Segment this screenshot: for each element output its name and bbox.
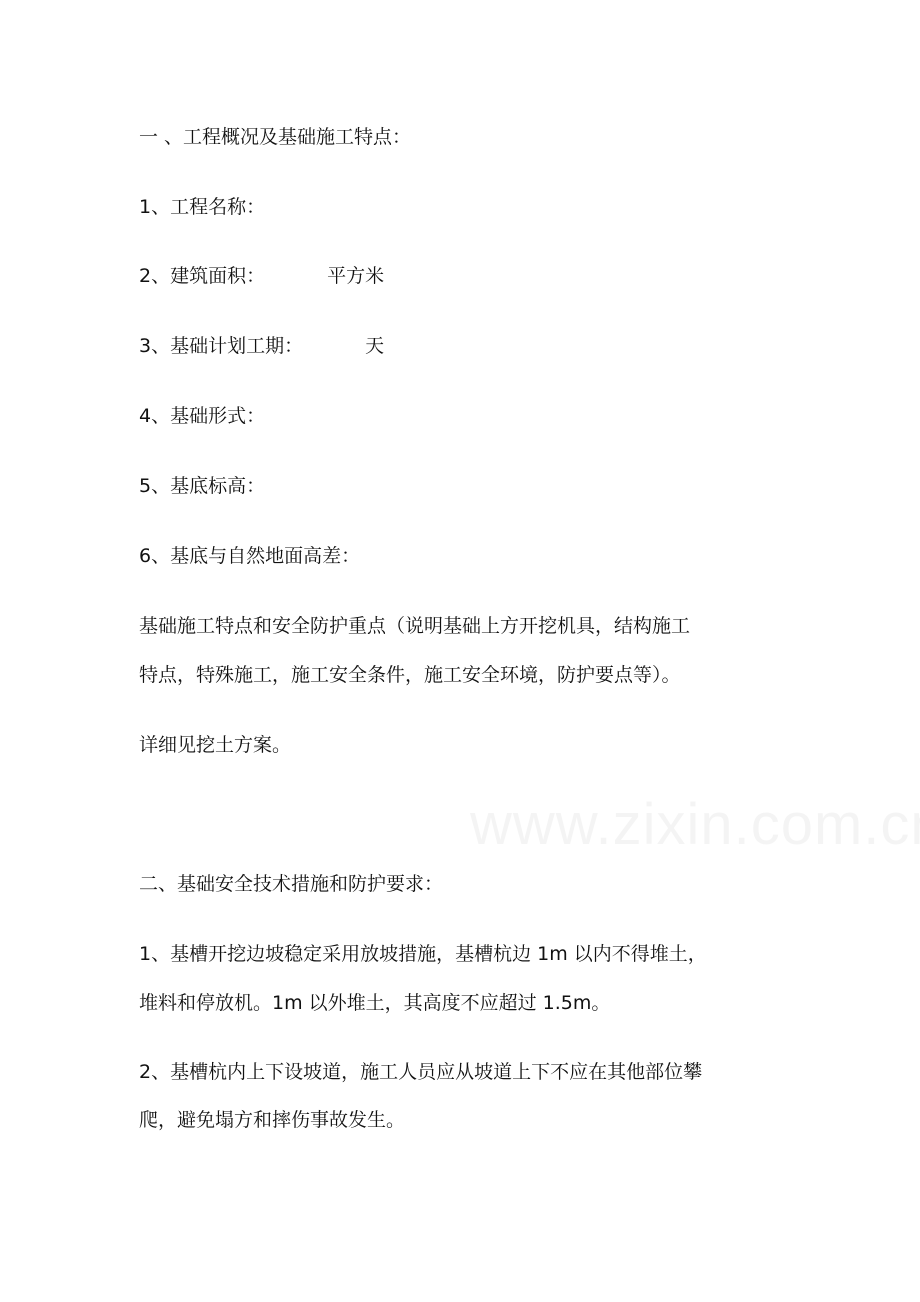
measure-1-line-1: 1、基槽开挖边坡稳定采用放坡措施，基槽杭边 1m 以内不得堆土， <box>139 943 707 965</box>
paragraph-line-2: 特点，特殊施工，施工安全条件，施工安全环境，防护要点等）。 <box>139 664 681 686</box>
watermark <box>470 790 920 860</box>
section2-heading: 二、基础安全技术措施和防护要求： <box>139 873 444 895</box>
paragraph-line-1: 基础施工特点和安全防护重点（说明基础上方开挖机具，结构施工 <box>139 615 691 637</box>
item-label: 6、基底与自然地面高差： <box>139 545 361 567</box>
measure-1-line-2: 堆料和停放机。1m 以外堆土，其高度不应超过 1.5m。 <box>139 992 611 1014</box>
item-unit: 平方米 <box>327 265 385 287</box>
item-foundation-form <box>139 404 265 428</box>
section1-heading: 一 、工程概况及基础施工特点： <box>139 126 412 148</box>
item-base-elevation <box>139 474 265 498</box>
item-label: 5、基底标高： <box>139 475 266 497</box>
item-label: 1、工程名称： <box>139 196 266 218</box>
item-unit: 天 <box>365 335 385 357</box>
item-project-name <box>139 195 265 219</box>
item-label: 2、建筑面积： <box>139 265 266 287</box>
measure-2-line-1: 2、基槽杭内上下设坡道，施工人员应从坡道上下不应在其他部位攀 <box>139 1061 703 1083</box>
item-label: 4、基础形式： <box>139 405 266 427</box>
item-label: 3、基础计划工期： <box>139 335 304 357</box>
item-building-area <box>139 264 384 288</box>
measure-2-line-2: 爬，避免塌方和摔伤事故发生。 <box>139 1109 406 1131</box>
item-planned-duration <box>139 334 384 358</box>
item-height-difference <box>139 544 360 568</box>
detail-note: 详细见挖土方案。 <box>139 734 292 756</box>
